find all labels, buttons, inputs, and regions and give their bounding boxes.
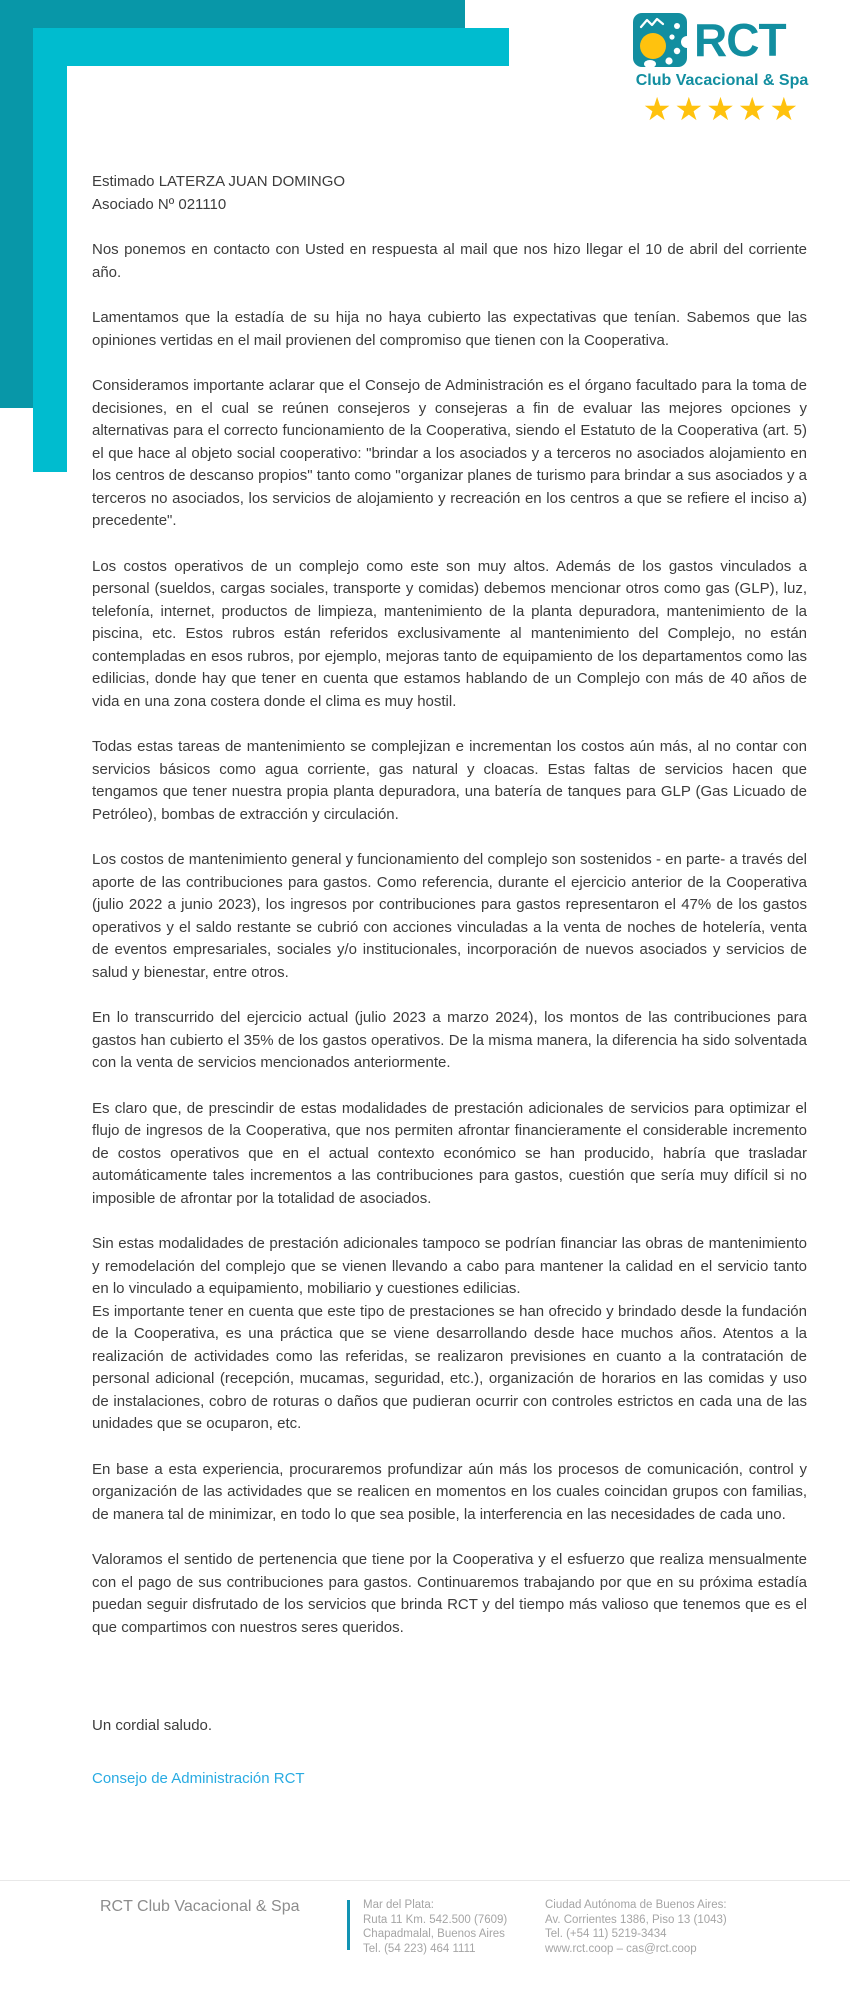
header-bar-light-top (33, 28, 509, 66)
footer-mdp-address: Ruta 11 Km. 542.500 (7609) (363, 1913, 508, 1926)
footer-caba-title: Ciudad Autónoma de Buenos Aires: (545, 1899, 727, 1911)
paragraph: Es importante tener en cuenta que este tipo de prestaciones se han ofrecido y brindado desde la fundación de la Cooperativa, es una práctica que se viene desarrollando desde hace muchos años. Atentos a la realización de actividades como las referidas, se realizaron previsiones en cuanto a la contratación de personal adicional (recepción, mucamas, seguridad, etc.), organización de horarios en las comidas y uso de instalaciones, cobro de roturas o daños que pudieran ocurrir con controles estrictos en cada una de las unidades que se ocuparon, etc. (92, 1302, 807, 1432)
paragraph: Es claro que, de prescindir de estas modalidades de prestación adicionales de servicios para optimizar el flujo de ingresos de la Cooperativa, que nos permiten afrontar financieramente el considerable incremento de costos operativos que en el actual contexto económico se han producido, habría que trasladar automáticamente tales incrementos a las contribuciones para gastos, cuestión que sería muy difícil si no imposible de afrontar por la totalidad de asociados. (92, 1099, 807, 1207)
closing-salutation: Un cordial saludo. (92, 1717, 213, 1734)
paragraph: En lo transcurrido del ejercicio actual (julio 2023 a marzo 2024), los montos de las contribuciones para gastos han cubierto el 35% de los gastos operativos. De la misma manera, la diferencia ha sido solventada con la venta de servicios mencionados anteriormente. (92, 1009, 807, 1071)
footer-brand: RCT Club Vacacional & Spa (100, 1898, 300, 1915)
rct-logo-wordmark: RCT (694, 14, 786, 66)
footer-caba-address: Av. Corrientes 1386, Piso 13 (1043) (545, 1913, 727, 1926)
footer-mdp-phone: Tel. (54 223) 464 1111 (363, 1942, 476, 1955)
member-number: Asociado Nº 021110 (92, 195, 227, 213)
logo-tagline: Club Vacacional & Spa (635, 72, 809, 89)
paragraph: Los costos de mantenimiento general y funcionamiento del complejo son sostenidos - en parte- a través del aporte de las contribuciones para gastos. Como referencia, durante el ejercicio anterior de la Cooperativa (julio 2022 a junio 2023), los ingresos por contribuciones para gastos representaron el 47% de los gastos operativos y el saldo restante se cubrió con acciones vinculadas a la venta de noches de hotelería, venta de eventos empresariales, sociales y/o institucionales, incorporación de nuevos asociados y servicios de salud y bienestar, entre otros. (92, 851, 807, 981)
greeting-name: Estimado LATERZA JUAN DOMINGO (92, 173, 346, 190)
greeting-block (92, 171, 807, 216)
footer-mdp-title: Mar del Plata: (363, 1899, 434, 1911)
rct-logo (633, 13, 813, 67)
footer-caba-phone: Tel. (+54 11) 5219-3434 (545, 1928, 667, 1940)
footer-address-buenos-aires (545, 1898, 775, 1956)
rct-sun-mountain-icon (633, 13, 687, 67)
five-stars-icon: ★★★★★ (642, 91, 802, 127)
paragraph: Nos ponemos en contacto con Usted en respuesta al mail que nos hizo llegar el 10 de abril del corriente año. (92, 241, 807, 281)
signature-link[interactable]: Consejo de Administración RCT (92, 1769, 305, 1787)
paragraph: Lamentamos que la estadía de su hija no haya cubierto las expectativas que tenían. Sabemos que las opiniones vertidas en el mail provienen del compromiso que tienen con la Cooperativa. (92, 309, 807, 349)
footer-vertical-divider (347, 1900, 350, 1950)
paragraph: Sin estas modalidades de prestación adicionales tampoco se podrían financiar las obras de mantenimiento y remodelación del complejo que se vienen llevando a cabo para mantener la calidad en el servicio tanto en lo vinculado a equipamiento, mobiliario y cuestiones edilicias. (92, 1235, 807, 1297)
header-bar-dark-left (0, 0, 33, 408)
paragraph: Los costos operativos de un complejo como este son muy altos. Además de los gastos vinculados a personal (sueldos, cargas sociales, transporte y comidas) debemos mencionar otros como gas (GLP), luz, telefonía, internet, productos de limpieza, mantenimiento de la planta depuradora, mantenimiento de la piscina, etc. Estos rubros están referidos exclusivamente al mantenimiento del Complejo, no están contempladas en esos rubros, por ejemplo, mejoras tanto de equipamiento de los departamentos como las edilicias, donde hay que tener en cuenta que estamos hablando de un Complejo con más de 40 años de vida en una zona costera donde el clima es muy hostil. (92, 557, 807, 710)
paragraph: Todas estas tareas de mantenimiento se complejizan e incrementan los costos aún más, al no contar con servicios básicos como agua corriente, gas natural y cloacas. Estas faltas de servicios hacen que tengamos que tener nuestra propia planta depuradora, una batería de tanques para GLP (Gas Licuado de Petróleo), bombas de extracción y circulación. (92, 738, 807, 823)
header-bar-dark-top (0, 0, 465, 28)
paragraph: En base a esta experiencia, procuraremos profundizar aún más los procesos de comunicación, control y organización de las actividades que se realicen en momentos en los cuales coincidan grupos con familias, de manera tal de minimizar, en todo lo que sea posible, la interferencia en las necesidades de cada uno. (92, 1460, 807, 1523)
footer-caba-web-email: www.rct.coop – cas@rct.coop (545, 1942, 697, 1955)
footer-divider-line (0, 1880, 850, 1881)
footer-mdp-city: Chapadmalal, Buenos Aires (363, 1928, 505, 1940)
letter-body (92, 171, 807, 1790)
header-bar-light-left (33, 28, 67, 472)
footer-address-mar-del-plata (363, 1898, 538, 1956)
paragraph: Valoramos el sentido de pertenencia que tiene por la Cooperativa y el esfuerzo que realiza mensualmente con el pago de sus contribuciones para gastos. Continuaremos trabajando por que en su próxima estadía puedan seguir disfrutado de los servicios que brinda RCT y del tiempo más valioso que tenemos que es el que compartimos con nuestros seres queridos. (92, 1551, 807, 1636)
paragraph: Consideramos importante aclarar que el Consejo de Administración es el órgano facultado para la toma de decisiones, en el cual se reúnen consejeros y consejeras a fin de evaluar las mejores opciones y alternativas para el correcto funcionamiento de la Cooperativa, siendo el Estatuto de la Cooperativa (art. 5) el que hace al objeto social cooperativo: "brindar a los asociados y a terceros no asociados alojamiento en los centros de descanso propios" tanto como "organizar planes de turismo para brindar a sus asociados y a terceros no asociados, los servicios de alojamiento y recreación en los centros a que se refiere el inciso a) precedente". (92, 377, 807, 529)
